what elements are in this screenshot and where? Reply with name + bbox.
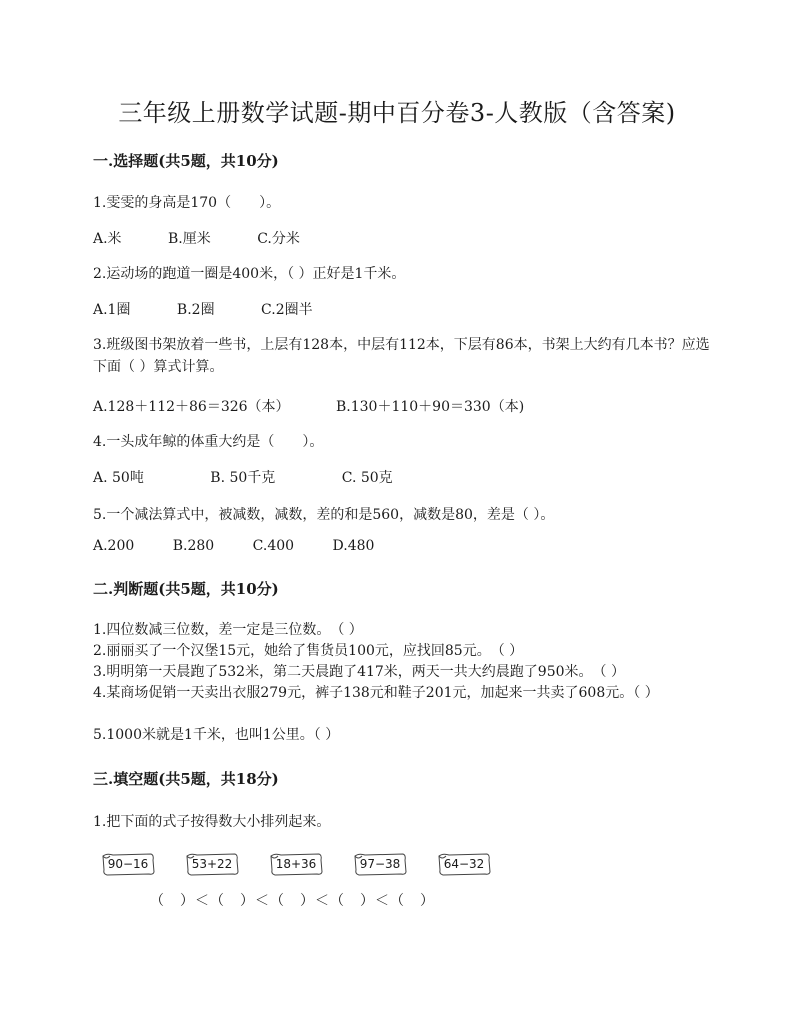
expression-label: 53+22 xyxy=(191,857,233,871)
question-2: 2.运动场的跑道一圈是400米，（ ）正好是1千米。 xyxy=(93,266,406,282)
section-choice-heading: 一.选择题(共5题，共10分) xyxy=(93,152,279,170)
judge-item-2: 2.丽丽买了一个汉堡15元，她给了售货员100元，应找回85元。 （ ） xyxy=(93,643,524,659)
expression-label: 90−16 xyxy=(107,857,149,871)
judge-item-5: 5.1000米就是1千米，也叫1公里。（ ） xyxy=(93,727,340,743)
section-judge-heading: 二.判断题(共5题，共10分) xyxy=(93,580,279,598)
option-a: A.1圈 xyxy=(93,302,131,318)
option-a: A.128＋112＋86＝326（本） xyxy=(93,399,290,415)
option-c: C.400 xyxy=(252,538,295,554)
option-b: B.2圈 xyxy=(176,302,215,318)
option-c: C.分米 xyxy=(257,231,300,247)
section-fill-heading: 三.填空题(共5题，共18分) xyxy=(93,770,279,788)
question-4-options xyxy=(93,467,435,487)
fill-question-1: 1.把下面的式子按得数大小排列起来。 xyxy=(93,814,331,830)
page-title: 三年级上册数学试题-期中百分卷3-人教版（含答案) xyxy=(118,99,676,127)
expression-card xyxy=(437,852,491,876)
question-4: 4.一头成年鲸的体重大约是（ ）。 xyxy=(93,434,324,450)
question-1: 1.雯雯的身高是170（ ）。 xyxy=(93,195,281,211)
question-2-options xyxy=(93,299,355,319)
option-b: B. 50千克 xyxy=(210,470,276,486)
expression-label: 97−38 xyxy=(359,857,401,871)
expression-card xyxy=(353,852,407,876)
option-a: A.米 xyxy=(93,231,122,247)
question-3: 3.班级图书架放着一些书，上层有128本，中层有112本，下层有86本，书架上大约有几本书？应选下面（ ）算式计算。 xyxy=(93,337,710,375)
question-5: 5.一个减法算式中，被减数，减数，差的和是560，减数是80，差是（ ）。 xyxy=(93,507,555,523)
expression-card xyxy=(185,852,239,876)
expression-card xyxy=(269,852,323,876)
ordering-blanks: （ ）＜（ ）＜（ ）＜（ ）＜（ ） xyxy=(150,893,435,909)
judge-item-4: 4.某商场促销一天卖出衣服279元，裤子138元和鞋子201元，加起来一共卖了608元。（ ） xyxy=(93,685,659,701)
option-a: A. 50吨 xyxy=(93,470,144,486)
option-b: B.130＋110＋90＝330（本) xyxy=(336,399,525,415)
judge-item-1: 1.四位数减三位数，差一定是三位数。 （ ） xyxy=(93,622,363,638)
expression-card xyxy=(101,852,155,876)
option-c: C. 50克 xyxy=(341,470,393,486)
question-5-options xyxy=(93,538,416,554)
option-b: B.厘米 xyxy=(168,231,211,247)
question-3-options xyxy=(93,396,566,416)
question-1-options xyxy=(93,228,342,248)
option-a: A.200 xyxy=(93,538,135,554)
option-b: B.280 xyxy=(172,538,215,554)
option-d: D.480 xyxy=(332,538,375,554)
expression-label: 18+36 xyxy=(275,857,317,871)
option-c: C.2圈半 xyxy=(261,302,313,318)
judge-item-3: 3.明明第一天晨跑了532米，第二天晨跑了417米，两天一共大约晨跑了950米。 （ ） xyxy=(93,664,625,680)
expression-label: 64−32 xyxy=(443,857,485,871)
